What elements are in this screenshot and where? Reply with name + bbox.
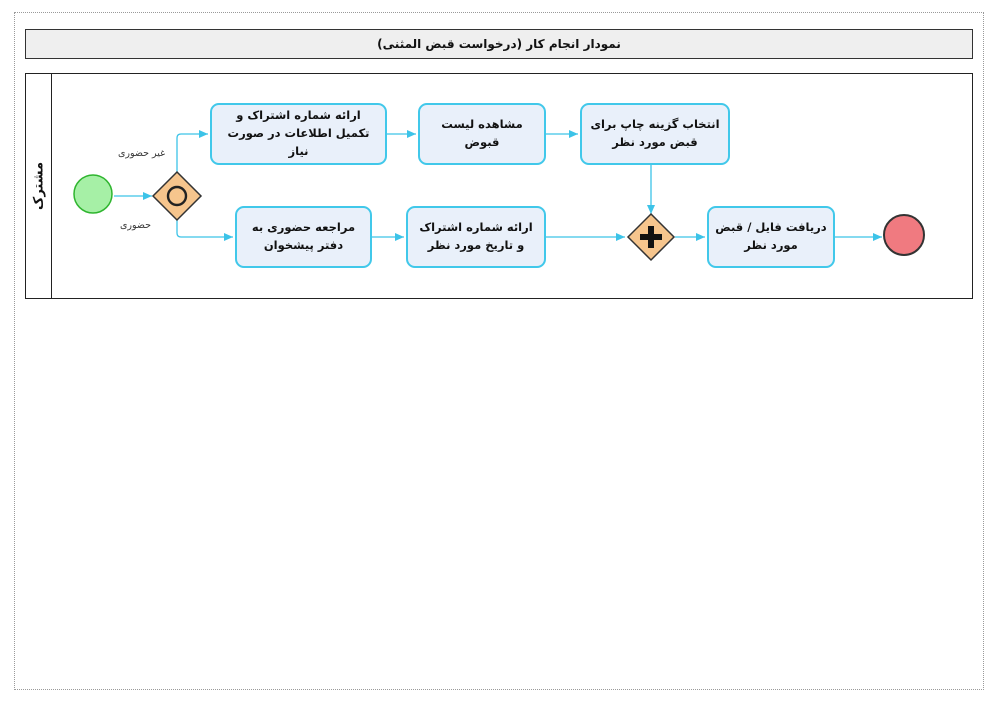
task-view-bills-list[interactable]: مشاهده لیست قبوض bbox=[418, 103, 546, 165]
task-select-print-option[interactable]: انتخاب گزینه چاپ برای قبض مورد نظر bbox=[580, 103, 730, 165]
edge-label-non-attendance: غیر حضوری bbox=[118, 148, 166, 159]
task-visit-service-office[interactable]: مراجعه حضوری به دفتر پیشخوان bbox=[235, 206, 372, 268]
task-receive-file-or-bill[interactable]: دریافت فایل / قبض مورد نظر bbox=[707, 206, 835, 268]
start-event[interactable] bbox=[74, 175, 112, 213]
task-provide-subscription-number[interactable]: ارائه شماره اشتراک و تکمیل اطلاعات در صورت نیاز bbox=[210, 103, 387, 165]
flow-gateway-to-task1 bbox=[177, 134, 208, 172]
lane-label: مشترک bbox=[31, 162, 46, 210]
flow-gateway-to-task4 bbox=[177, 220, 233, 237]
edge-label-in-person: حضوری bbox=[120, 220, 152, 231]
task-provide-number-and-date[interactable]: ارائه شماره اشتراک و تاریخ مورد نظر bbox=[406, 206, 546, 268]
end-event[interactable] bbox=[884, 215, 924, 255]
diagram-title: نمودار انجام کار (درخواست قبض المثنی) bbox=[25, 29, 973, 59]
merge-gateway[interactable] bbox=[628, 214, 674, 260]
split-gateway[interactable] bbox=[153, 172, 201, 220]
